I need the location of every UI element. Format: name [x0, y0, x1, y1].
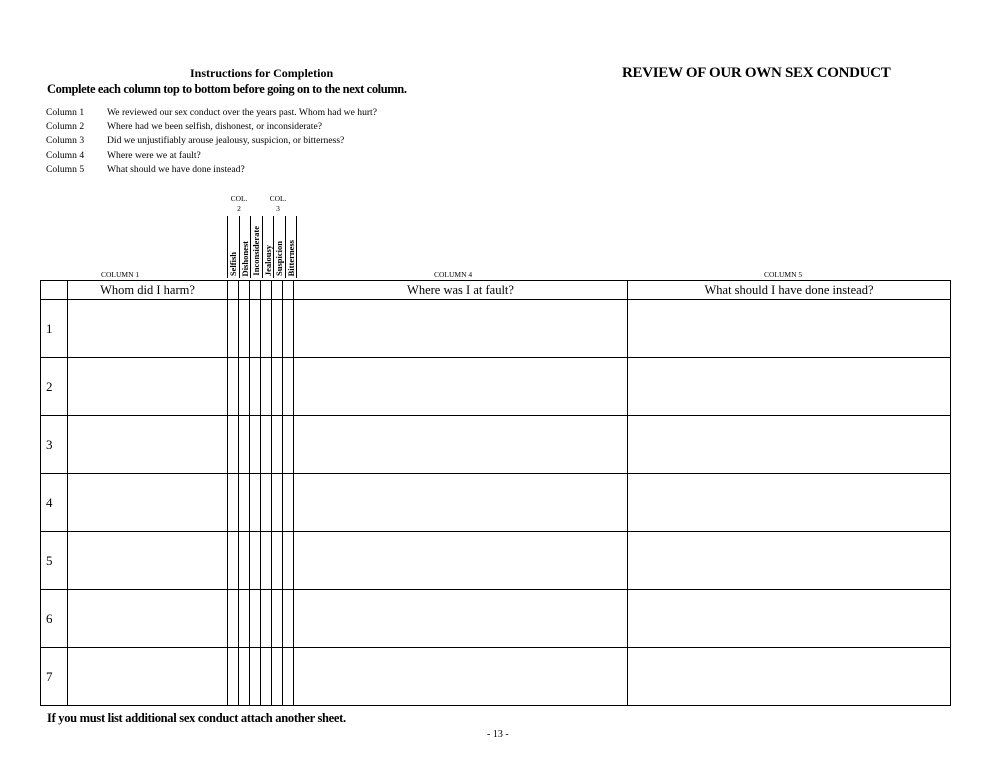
- jealousy-cell[interactable]: [261, 648, 272, 706]
- inconsiderate-cell[interactable]: [250, 590, 261, 648]
- dishonest-cell[interactable]: [239, 590, 250, 648]
- header-column5: What should I have done instead?: [628, 281, 951, 300]
- inconsiderate-cell[interactable]: [250, 358, 261, 416]
- selfish-cell[interactable]: [228, 300, 239, 358]
- whom-harmed-cell[interactable]: [68, 416, 228, 474]
- row-number: 4: [41, 474, 68, 532]
- whom-harmed-cell[interactable]: [68, 648, 228, 706]
- page-number: - 13 -: [487, 729, 509, 740]
- col3-group-header: COL. 3: [269, 194, 287, 213]
- inconsiderate-cell[interactable]: [250, 474, 261, 532]
- jealousy-cell[interactable]: [261, 358, 272, 416]
- selfish-cell[interactable]: [228, 590, 239, 648]
- dishonest-cell[interactable]: [239, 474, 250, 532]
- bitterness-cell[interactable]: [283, 532, 294, 590]
- instead-cell[interactable]: [628, 474, 951, 532]
- bitterness-cell[interactable]: [283, 648, 294, 706]
- instead-cell[interactable]: [628, 300, 951, 358]
- header-column4: Where was I at fault?: [294, 281, 628, 300]
- selfish-cell[interactable]: [228, 648, 239, 706]
- label-jealousy: Jealousy: [262, 244, 273, 276]
- column-descriptions: [46, 106, 377, 177]
- instructions-title: Instructions for Completion: [190, 66, 334, 80]
- bitterness-cell[interactable]: [283, 474, 294, 532]
- inconsiderate-cell[interactable]: [250, 532, 261, 590]
- col2-group-header: COL. 2: [230, 194, 248, 213]
- whom-harmed-cell[interactable]: [68, 532, 228, 590]
- fault-cell[interactable]: [294, 416, 628, 474]
- instead-cell[interactable]: [628, 358, 951, 416]
- column5-label: COLUMN 5: [764, 270, 803, 279]
- whom-harmed-cell[interactable]: [68, 590, 228, 648]
- column-description-5: Column 5 What should we have done instead?: [46, 163, 245, 175]
- whom-harmed-cell[interactable]: [68, 358, 228, 416]
- checkbox-column-labels: [227, 216, 297, 278]
- footer-note: If you must list additional sex conduct attach another sheet.: [47, 711, 346, 725]
- row-number: 7: [41, 648, 68, 706]
- whom-harmed-cell[interactable]: [68, 474, 228, 532]
- bitterness-cell[interactable]: [283, 358, 294, 416]
- conduct-table: [40, 280, 951, 706]
- suspicion-cell[interactable]: [272, 358, 283, 416]
- bitterness-cell[interactable]: [283, 416, 294, 474]
- instead-cell[interactable]: [628, 648, 951, 706]
- table-row: [41, 648, 951, 706]
- inconsiderate-cell[interactable]: [250, 300, 261, 358]
- instructions-subtitle: Complete each column top to bottom before going on to the next column.: [47, 82, 407, 96]
- fault-cell[interactable]: [294, 474, 628, 532]
- fault-cell[interactable]: [294, 648, 628, 706]
- selfish-cell[interactable]: [228, 358, 239, 416]
- column-description-3: Column 3 Did we unjustifiably arouse jealousy, suspicion, or bitterness?: [46, 135, 345, 147]
- selfish-cell[interactable]: [228, 416, 239, 474]
- header-number-cell: [41, 281, 68, 300]
- row-number: 5: [41, 532, 68, 590]
- label-inconsiderate: Inconsiderate: [251, 226, 261, 276]
- table-row: [41, 416, 951, 474]
- jealousy-cell[interactable]: [261, 590, 272, 648]
- column4-label: COLUMN 4: [434, 270, 473, 279]
- label-selfish: Selfish: [228, 251, 238, 276]
- suspicion-cell[interactable]: [272, 300, 283, 358]
- suspicion-cell[interactable]: [272, 532, 283, 590]
- column1-label: COLUMN 1: [101, 270, 140, 279]
- label-bitterness: Bitterness: [285, 239, 296, 276]
- column-description-4: Column 4 Where were we at fault?: [46, 149, 201, 161]
- table-header-row: [41, 281, 951, 300]
- table-row: [41, 532, 951, 590]
- column-description-2: Column 2 Where had we been selfish, dishonest, or inconsiderate?: [46, 121, 322, 133]
- fault-cell[interactable]: [294, 300, 628, 358]
- row-number: 6: [41, 590, 68, 648]
- jealousy-cell[interactable]: [261, 416, 272, 474]
- selfish-cell[interactable]: [228, 474, 239, 532]
- selfish-cell[interactable]: [228, 532, 239, 590]
- dishonest-cell[interactable]: [239, 648, 250, 706]
- suspicion-cell[interactable]: [272, 648, 283, 706]
- jealousy-cell[interactable]: [261, 300, 272, 358]
- row-number: 2: [41, 358, 68, 416]
- instead-cell[interactable]: [628, 590, 951, 648]
- fault-cell[interactable]: [294, 358, 628, 416]
- dishonest-cell[interactable]: [239, 358, 250, 416]
- instead-cell[interactable]: [628, 416, 951, 474]
- table-row: [41, 590, 951, 648]
- instead-cell[interactable]: [628, 532, 951, 590]
- suspicion-cell[interactable]: [272, 474, 283, 532]
- label-suspicion: Suspicion: [274, 241, 284, 276]
- page-title: REVIEW OF OUR OWN SEX CONDUCT: [622, 65, 891, 81]
- suspicion-cell[interactable]: [272, 416, 283, 474]
- table-row: [41, 300, 951, 358]
- bitterness-cell[interactable]: [283, 590, 294, 648]
- label-dishonest: Dishonest: [239, 240, 250, 276]
- suspicion-cell[interactable]: [272, 590, 283, 648]
- inconsiderate-cell[interactable]: [250, 416, 261, 474]
- row-number: 1: [41, 300, 68, 358]
- fault-cell[interactable]: [294, 532, 628, 590]
- jealousy-cell[interactable]: [261, 532, 272, 590]
- inconsiderate-cell[interactable]: [250, 648, 261, 706]
- jealousy-cell[interactable]: [261, 474, 272, 532]
- dishonest-cell[interactable]: [239, 532, 250, 590]
- dishonest-cell[interactable]: [239, 416, 250, 474]
- table-row: [41, 358, 951, 416]
- dishonest-cell[interactable]: [239, 300, 250, 358]
- fault-cell[interactable]: [294, 590, 628, 648]
- whom-harmed-cell[interactable]: [68, 300, 228, 358]
- table-row: [41, 474, 951, 532]
- row-number: 3: [41, 416, 68, 474]
- column-description-1: Column 1 We reviewed our sex conduct over the years past. Whom had we hurt?: [46, 107, 377, 118]
- bitterness-cell[interactable]: [283, 300, 294, 358]
- header-column1: Whom did I harm?: [68, 281, 228, 300]
